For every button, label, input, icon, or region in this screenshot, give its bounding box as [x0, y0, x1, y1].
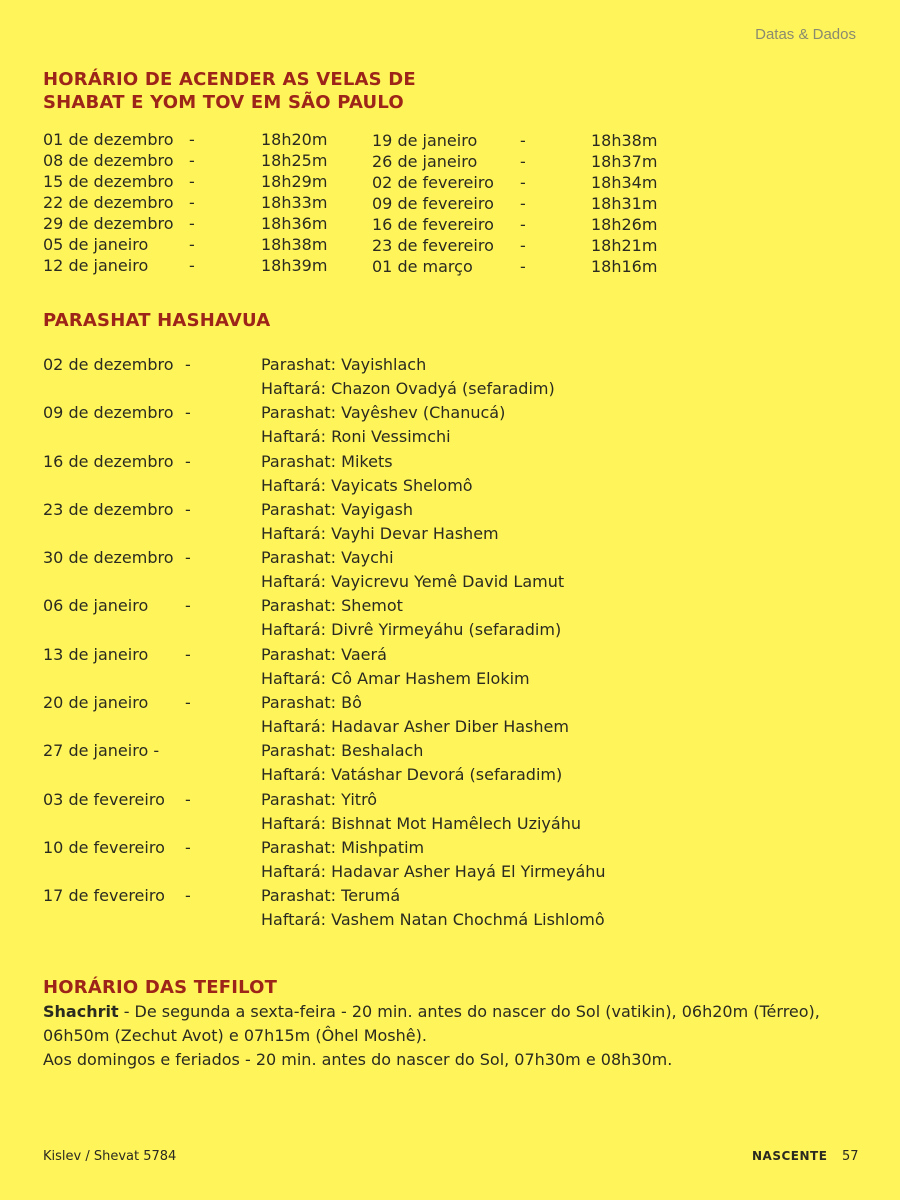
haftara-name: Haftará: Chazon Ovadyá (sefaradim)	[261, 379, 555, 398]
candle-dash: -	[189, 172, 195, 191]
candle-time-row	[43, 255, 343, 276]
shachrit-label: Shachrit	[43, 1002, 119, 1021]
candle-dash: -	[520, 152, 526, 171]
parashat-entry	[43, 353, 863, 401]
parashat-name: Parashat: Bô	[261, 693, 362, 713]
candle-dash: -	[520, 257, 526, 276]
candle-time: 18h38m	[591, 131, 658, 150]
candle-date: 16 de fevereiro	[372, 215, 494, 234]
candle-time-row	[43, 213, 343, 234]
candle-time-row	[43, 150, 343, 171]
parashat-date: 23 de dezembro	[43, 499, 174, 519]
parashat-entry	[43, 546, 863, 594]
candle-time: 18h36m	[261, 214, 328, 233]
candle-time-row	[43, 129, 343, 150]
candle-dash: -	[189, 214, 195, 233]
parashat-name: Parashat: Vaerá	[261, 644, 387, 664]
parashat-name: Parashat: Vayishlach	[261, 355, 427, 374]
candle-time: 18h34m	[591, 173, 658, 192]
candle-date: 23 de fevereiro	[372, 236, 494, 255]
parashat-name: Parashat: Mikets	[261, 451, 393, 471]
candle-time: 18h20m	[261, 130, 328, 149]
candle-dash: -	[520, 173, 526, 192]
candle-dash: -	[520, 215, 526, 234]
candle-time-row	[372, 214, 672, 235]
candle-dash: -	[189, 235, 195, 254]
candle-date: 12 de janeiro	[43, 256, 149, 275]
parashat-dash: -	[185, 548, 191, 568]
parashat-date: 27 de janeiro -	[43, 741, 160, 761]
haftara-name: Haftará: Roni Vessimchi	[261, 427, 451, 447]
parashat-date: 17 de fevereiro	[43, 886, 165, 906]
tefilot-heading: HORÁRIO DAS TEFILOT	[43, 977, 278, 998]
candle-date: 09 de fevereiro	[372, 194, 494, 213]
candle-time-row	[372, 256, 672, 277]
haftara-name: Haftará: Vayicrevu Yemê David Lamut	[261, 572, 565, 592]
haftara-name: Haftará: Vashem Natan Chochmá Lishlomô	[261, 910, 605, 930]
parashat-name: Parashat: Vayêshev (Chanucá)	[261, 403, 506, 423]
section-label: Datas & Dados	[755, 26, 856, 43]
parashat-date: 13 de janeiro	[43, 644, 149, 664]
candle-dash: -	[520, 131, 526, 150]
candle-lighting-heading	[43, 68, 416, 114]
parashat-name: Parashat: Terumá	[261, 886, 401, 906]
parashat-dash: -	[185, 886, 191, 906]
haftara-name: Haftará: Hadavar Asher Diber Hashem	[261, 717, 569, 737]
candle-date: 22 de dezembro	[43, 193, 174, 212]
candle-time: 18h16m	[591, 257, 658, 276]
parashat-name: Parashat: Shemot	[261, 596, 403, 616]
parashat-entry	[43, 450, 863, 498]
candle-time: 18h31m	[591, 194, 658, 213]
haftara-name: Haftará: Bishnat Mot Hamêlech Uziyáhu	[261, 813, 581, 833]
parashat-dash: -	[185, 596, 191, 616]
page-number: 57	[842, 1149, 859, 1164]
candle-date: 29 de dezembro	[43, 214, 174, 233]
magazine-logo: NASCENTE	[752, 1149, 828, 1163]
candle-time: 18h26m	[591, 215, 658, 234]
parashat-date: 16 de dezembro	[43, 451, 174, 471]
parashat-date: 10 de fevereiro	[43, 837, 165, 857]
haftara-name: Haftará: Cô Amar Hashem Elokim	[261, 668, 530, 688]
parashat-dash: -	[185, 837, 191, 857]
candle-time: 18h21m	[591, 236, 658, 255]
haftara-name: Haftará: Vayhi Devar Hashem	[261, 523, 499, 543]
parashat-entry	[43, 498, 863, 546]
parashat-name: Parashat: Vayigash	[261, 499, 414, 519]
heading-line: SHABAT E YOM TOV EM SÃO PAULO	[43, 92, 404, 113]
tefilot-schedule	[43, 1000, 843, 1072]
candle-time: 18h37m	[591, 152, 658, 171]
parashat-dash: -	[185, 451, 191, 471]
haftara-name: Haftará: Vayicats Shelomô	[261, 475, 473, 495]
candle-dash: -	[520, 236, 526, 255]
tefilot-line: 06h50m (Zechut Avot) e 07h15m (Ôhel Moshê).	[43, 1026, 427, 1045]
candle-time-row	[372, 193, 672, 214]
haftara-name: Haftará: Hadavar Asher Hayá El Yirmeyáhu	[261, 861, 606, 881]
parashat-name: Parashat: Vaychi	[261, 548, 394, 568]
candle-dash: -	[189, 256, 195, 275]
haftara-name: Haftará: Divrê Yirmeyáhu (sefaradim)	[261, 620, 562, 640]
heading-line: HORÁRIO DE ACENDER AS VELAS DE	[43, 69, 416, 90]
candle-time-row	[372, 130, 672, 151]
parashat-name: Parashat: Mishpatim	[261, 837, 425, 857]
candle-time-row	[43, 171, 343, 192]
candle-times-left-column	[43, 129, 343, 276]
candle-dash: -	[189, 193, 195, 212]
parashat-dash: -	[185, 499, 191, 519]
parashat-heading: PARASHAT HASHAVUA	[43, 310, 271, 331]
candle-date: 01 de março	[372, 257, 473, 276]
parashat-entry	[43, 739, 863, 787]
parashat-dash: -	[185, 403, 191, 423]
tefilot-line: Aos domingos e feriados - 20 min. antes do nascer do Sol, 07h30m e 08h30m.	[43, 1050, 673, 1069]
candle-time-row	[43, 192, 343, 213]
parashat-entry	[43, 643, 863, 691]
parashat-entry	[43, 401, 863, 449]
parashat-dash: -	[185, 355, 191, 374]
parashat-date: 03 de fevereiro	[43, 789, 165, 809]
candle-date: 05 de janeiro	[43, 235, 149, 254]
candle-dash: -	[189, 151, 195, 170]
parashat-dash: -	[185, 693, 191, 713]
parashat-name: Parashat: Yitrô	[261, 789, 378, 809]
parashat-entry	[43, 594, 863, 642]
tefilot-line	[43, 1000, 843, 1024]
candle-times-right-column	[372, 130, 672, 277]
candle-time: 18h25m	[261, 151, 328, 170]
candle-date: 08 de dezembro	[43, 151, 174, 170]
candle-dash: -	[520, 194, 526, 213]
parashat-date: 06 de janeiro	[43, 596, 149, 616]
parashat-entry	[43, 691, 863, 739]
candle-time-row	[372, 235, 672, 256]
candle-time: 18h39m	[261, 256, 328, 275]
candle-time-row	[43, 234, 343, 255]
candle-time: 18h33m	[261, 193, 328, 212]
haftara-name: Haftará: Vatáshar Devorá (sefaradim)	[261, 765, 563, 785]
parashat-date: 02 de dezembro	[43, 355, 174, 374]
parashat-date: 20 de janeiro	[43, 693, 149, 713]
parashat-list	[43, 353, 863, 933]
parashat-date: 09 de dezembro	[43, 403, 174, 423]
candle-date: 15 de dezembro	[43, 172, 174, 191]
candle-date: 01 de dezembro	[43, 130, 174, 149]
parashat-entry	[43, 836, 863, 884]
candle-time: 18h38m	[261, 235, 328, 254]
tefilot-text: - De segunda a sexta-feira - 20 min. antes do nascer do Sol (vatikin), 06h20m (Térreo),	[118, 1002, 820, 1021]
parashat-entry	[43, 788, 863, 836]
candle-time-row	[372, 172, 672, 193]
parashat-dash: -	[185, 789, 191, 809]
candle-dash: -	[189, 130, 195, 149]
candle-date: 19 de janeiro	[372, 131, 478, 150]
parashat-date: 30 de dezembro	[43, 548, 174, 568]
candle-time: 18h29m	[261, 172, 328, 191]
candle-time-row	[372, 151, 672, 172]
issue-label: Kislev / Shevat 5784	[43, 1149, 177, 1164]
parashat-dash: -	[185, 644, 191, 664]
parashat-entry	[43, 884, 863, 932]
candle-date: 02 de fevereiro	[372, 173, 494, 192]
candle-date: 26 de janeiro	[372, 152, 478, 171]
parashat-name: Parashat: Beshalach	[261, 741, 424, 761]
